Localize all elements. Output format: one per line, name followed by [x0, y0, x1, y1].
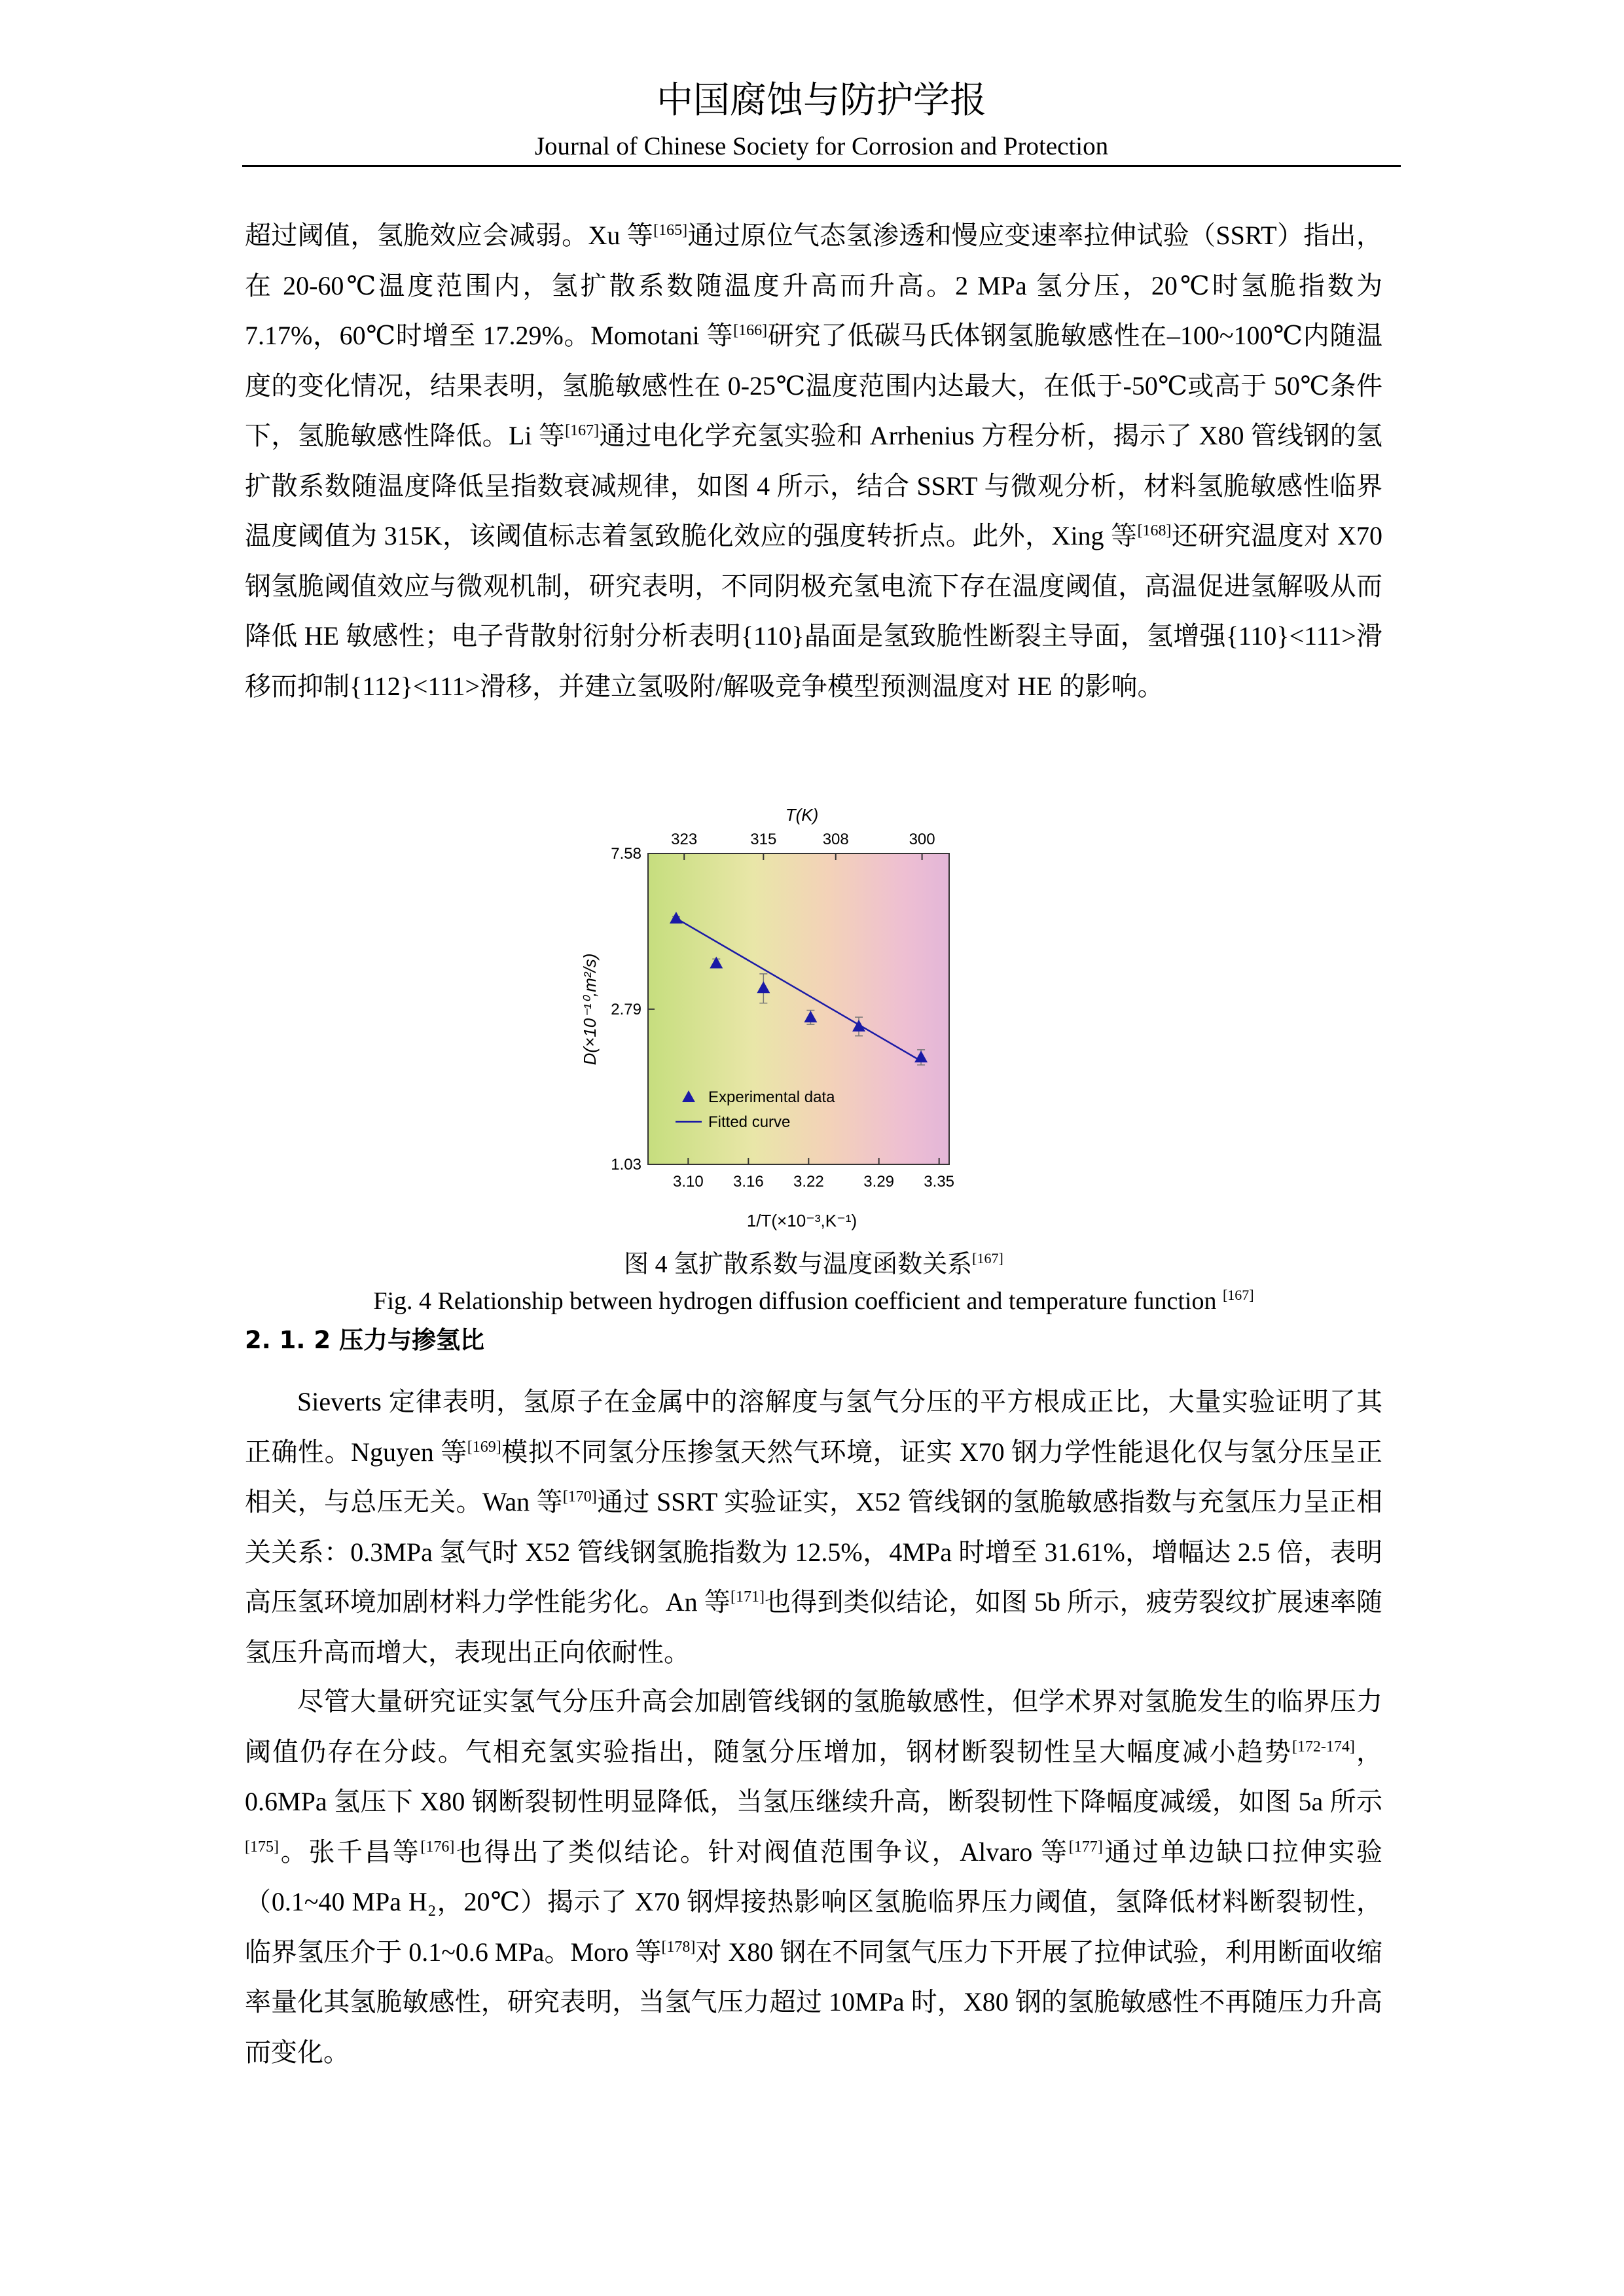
paragraph-text: Sieverts 定律表明，氢原子在金属中的溶解度与氢气分压的平方根成正比，大量实验证明了其正确性。Nguyen 等 [245, 1387, 1382, 1467]
paragraph-temperature-effect [245, 211, 1382, 711]
citation-ref: [172-174] [1291, 1738, 1355, 1755]
citation-ref: [169] [467, 1438, 501, 1456]
top-tick-label: 308 [822, 831, 849, 848]
paragraph-text: 通过单边缺口拉伸实验（0.1~40 MPa H₂，20℃）揭示了 X70 钢焊接热影响区氢脆临界压力阈值，氢降低材料断裂韧性，临界氢压介于 0.1~0.6 MPa。Moro 等 [245, 1837, 1383, 1967]
paragraph-text: 也得到类似结论，如图 5b 所示，疲劳裂纹扩展速率随氢压升高而增大，表现出正向依耐性。 [245, 1587, 1383, 1667]
caption-en-ref: [167] [1222, 1287, 1254, 1303]
paragraph-text: 。张千昌等 [278, 1837, 421, 1867]
plot-background [648, 853, 949, 1164]
top-tick-label: 300 [909, 831, 935, 848]
legend-fitted: Fitted curve [708, 1113, 791, 1131]
paragraph-text: 对 X80 钢在不同氢气压力下开展了拉伸试验，利用断面收缩率量化其氢脆敏感性，研究表明，当氢气压力超过 10MPa 时，X80 钢的氢脆敏感性不再随压力升高而变化。 [245, 1937, 1382, 2067]
x-tick-label: 3.10 [672, 1173, 704, 1191]
y-axis-label: D(×10⁻¹⁰,m²/s) [580, 953, 600, 1066]
citation-ref: [168] [1137, 522, 1172, 539]
journal-header [242, 73, 1401, 165]
top-tick-label: 323 [671, 831, 698, 848]
paragraph-text: 尽管大量研究证实氢气分压升高会加剧管线钢的氢脆敏感性，但学术界对氢脆发生的临界压力阈值仍存在分歧。气相充氢实验指出，随氢分压增加，钢材断裂韧性呈大幅度减小趋势 [245, 1687, 1382, 1767]
paragraph-text: 模拟不同氢分压掺氢天然气环境，证实 X70 钢力学性能退化仅与氢分压呈正相关，与总压无关。Wan 等 [245, 1437, 1382, 1516]
citation-ref: [176] [420, 1838, 455, 1856]
citation-ref: [177] [1068, 1838, 1103, 1856]
y-tick-label: 1.03 [611, 1156, 641, 1174]
caption-cn-ref: [167] [972, 1250, 1003, 1266]
top-axis-label: T(K) [785, 805, 819, 825]
figure-4 [537, 801, 1074, 1253]
x-tick-label: 3.35 [924, 1173, 955, 1191]
paragraph-text: ，0.6MPa 氢压下 X80 钢断裂韧性明显降低，当氢压继续升高，断裂韧性下降幅度减缓，如图 5a 所示 [245, 1736, 1383, 1816]
paragraph-text: 通过 SSRT 实验证实，X52 管线钢的氢脆敏感指数与充氢压力呈正相关关系：0.3MPa 氢气时 X52 管线钢氢脆指数为 12.5%，4MPa 时增至 31.61%，增幅达 2.5 倍，表明高压氢环境加剧材料力学性能劣化。An 等 [245, 1487, 1382, 1617]
citation-ref: [165] [653, 222, 688, 239]
citation-ref: [175] [245, 1838, 279, 1856]
citation-ref: [171] [730, 1588, 765, 1605]
x-tick-label: 3.29 [863, 1173, 895, 1191]
figure-caption-cn [245, 1246, 1382, 1283]
y-tick-label: 7.58 [611, 845, 641, 863]
paragraph-text: 还研究温度对 X70 钢氢脆阈值效应与微观机制，研究表明，不同阴极充氢电流下存在温度阈值，高温促进氢解吸从而降低 HE 敏感性；电子背散射衍射分析表明{110}晶面是氢致脆性断裂主导面，氢增强{110}<111>滑移而抑制{112}<111>滑移，并建立氢吸附/解吸竞争模型预测温度对 HE 的影响。 [245, 521, 1383, 701]
x-tick-label: 3.22 [793, 1173, 824, 1191]
paragraph-pressure [245, 1377, 1382, 1677]
top-tick-label: 315 [750, 831, 777, 848]
legend-experimental: Experimental data [708, 1088, 835, 1106]
journal-title-en: Journal of Chinese Society for Corrosion and Protection [534, 132, 1109, 160]
caption-cn-text: 图 4 氢扩散系数与温度函数关系 [624, 1251, 973, 1278]
section-heading: 2. 1. 2 压力与掺氢比 [245, 1326, 484, 1354]
paragraph-threshold [245, 1677, 1382, 2077]
citation-ref: [167] [565, 422, 600, 439]
figure-caption-en [245, 1283, 1382, 1319]
x-tick-label: 3.16 [732, 1173, 764, 1191]
header-rule [242, 165, 1401, 167]
paragraph-text: 超过阈值，氢脆效应会减弱。Xu 等 [245, 221, 654, 250]
x-axis-label: 1/T(×10⁻³,K⁻¹) [746, 1211, 857, 1230]
diffusion-chart [537, 801, 1074, 1253]
paragraph-text: 研究了低碳马氏体钢氢脆敏感性在–100~100℃内随温度的变化情况，结果表明，氢脆敏感性在 0-25℃温度范围内达最大，在低于-50℃或高于 50℃条件下，氢脆敏感性降低。Li 等 [245, 321, 1382, 450]
citation-ref: [166] [733, 322, 768, 339]
journal-title-cn: 中国腐蚀与防护学报 [657, 79, 986, 122]
paragraph-text: 通过电化学充氢实验和 Arrhenius 方程分析，揭示了 X80 管线钢的氢扩散系数随温度降低呈指数衰减规律，如图 4 所示，结合 SSRT 与微观分析，材料氢脆敏感性临界温度阈值为 315K，该阈值标志着氢致脆化效应的强度转折点。此外，Xing 等 [245, 421, 1382, 550]
citation-ref: [178] [661, 1938, 696, 1956]
paragraph-text: 通过原位气态氢渗透和慢应变速率拉伸试验（SSRT）指出，在 20-60℃温度范围内，氢扩散系数随温度升高而升高。2 MPa 氢分压，20℃时氢脆指数为 7.17%，60℃时增至 17.29%。Momotani 等 [245, 221, 1382, 350]
paragraph-text: 也得出了类似结论。针对阀值范围争议，Alvaro 等 [454, 1837, 1069, 1867]
caption-en-text: Fig. 4 Relationship between hydrogen diffusion coefficient and temperature function [373, 1287, 1223, 1315]
y-tick-label: 2.79 [611, 1000, 641, 1018]
citation-ref: [170] [562, 1488, 597, 1505]
